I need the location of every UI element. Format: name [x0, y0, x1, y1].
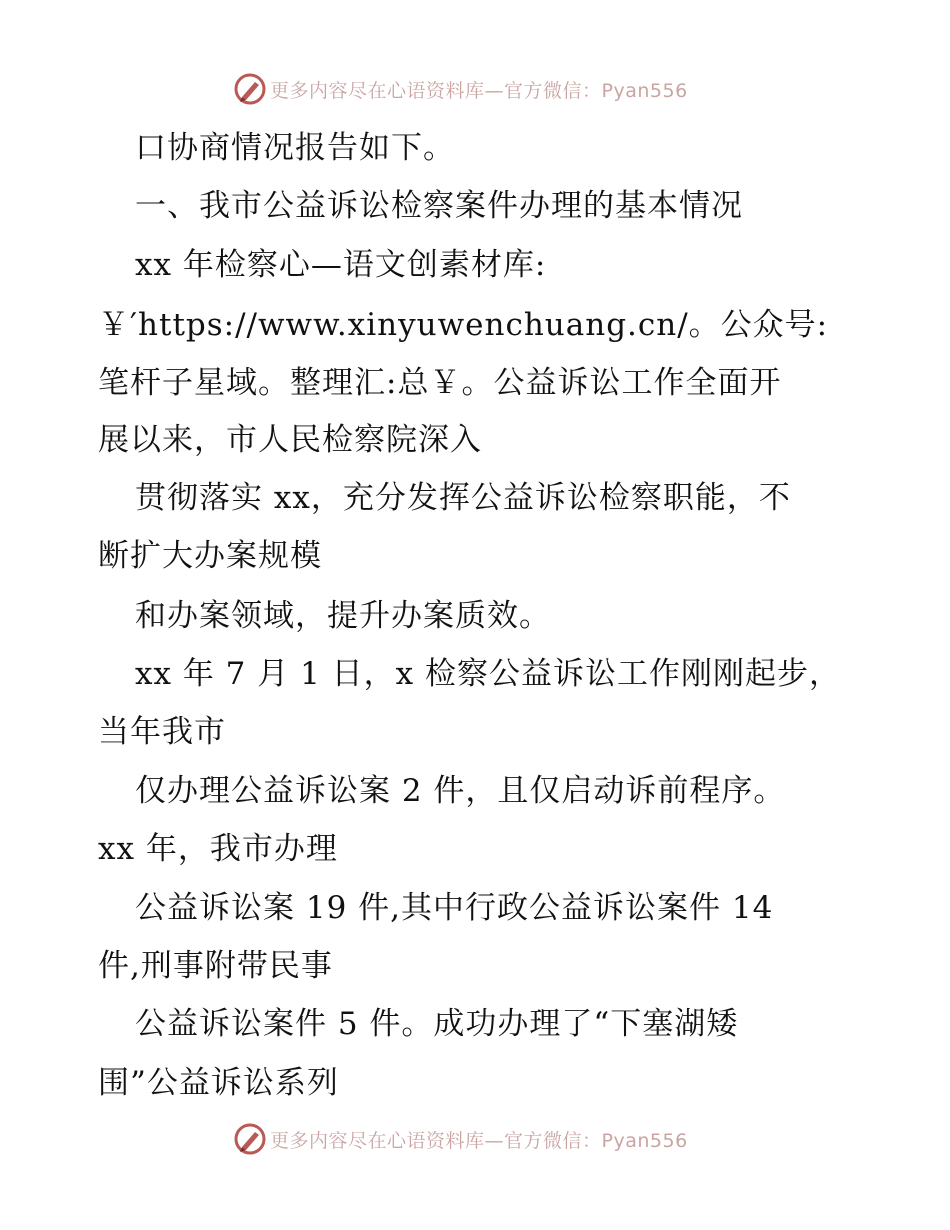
body-line: 公益诉讼案 19 件,其中行政公益诉讼案件 14 [135, 890, 774, 926]
body-line: ￥′https://www.xinyuwenchuang.cn/。公众号: [98, 307, 829, 343]
section-heading: 一、我市公益诉讼检察案件办理的基本情况 [135, 188, 743, 224]
body-line: 仅办理公益诉讼案 2 件，且仅启动诉前程序。 [135, 773, 786, 809]
body-line: 笔杆子星域。整理汇:总￥。公益诉讼工作全面开 [98, 365, 782, 401]
footer-banner-text: 更多内容尽在心语资料库—官方微信：Pyan556 [270, 1130, 688, 1152]
header-banner-text: 更多内容尽在心语资料库—官方微信：Pyan556 [270, 80, 688, 102]
pen-logo-icon [233, 72, 267, 106]
header-banner [0, 70, 950, 110]
footer-banner [0, 1120, 950, 1160]
body-line: xx 年，我市办理 [98, 831, 338, 867]
body-line: 口协商情况报告如下。 [135, 130, 455, 166]
body-line: xx 年检察心—语文创素材库: [135, 247, 547, 283]
body-line: 展以来，市人民检察院深入 [98, 422, 482, 458]
body-line: 围”公益诉讼系列 [98, 1065, 339, 1101]
body-line: 和办案领域，提升办案质效。 [135, 598, 551, 634]
body-line: 件,刑事附带民事 [98, 948, 333, 984]
body-line: xx 年 7 月 1 日，x 检察公益诉讼工作刚刚起步， [135, 656, 842, 692]
body-line: 公益诉讼案件 5 件。成功办理了“下塞湖矮 [135, 1006, 739, 1042]
pen-logo-icon [233, 1122, 267, 1156]
body-line: 断扩大办案规模 [98, 538, 322, 574]
body-line: 贯彻落实 xx，充分发挥公益诉讼检察职能，不 [135, 480, 791, 516]
body-line: 当年我市 [98, 714, 226, 750]
